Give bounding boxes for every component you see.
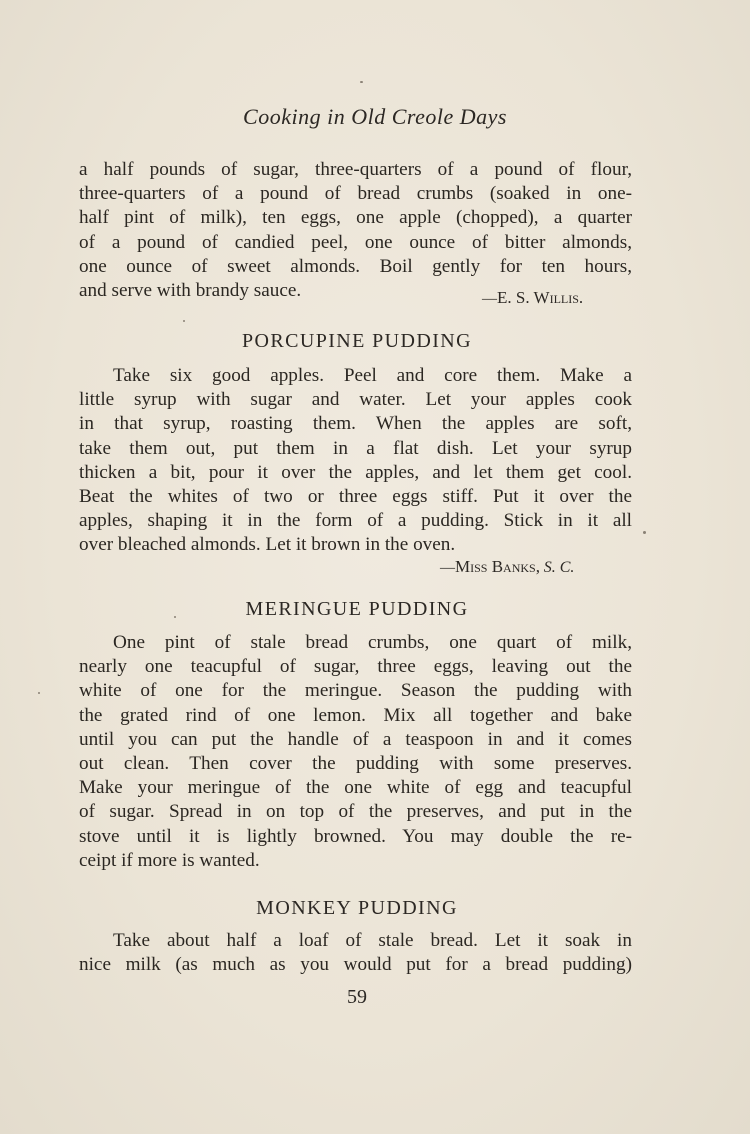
text-line: out clean. Then cover the pudding with some preserves.: [79, 753, 632, 775]
text-line: little syrup with sugar and water. Let your apples cook: [79, 389, 632, 411]
text-line: stove until it is lightly browned. You may double the re-: [79, 825, 632, 847]
text-line: take them out, put them in a flat dish. Let your syrup: [79, 437, 632, 459]
running-head: Cooking in Old Creole Days: [243, 104, 507, 129]
monkey-recipe-text: [79, 929, 632, 977]
text-line: of a pound of candied peel, one ounce of bitter almonds,: [79, 231, 632, 253]
text-line: nice milk (as much as you would put for a bread pudding): [79, 954, 632, 976]
text-line: Take six good apples. Peel and core them. Make a: [113, 365, 632, 386]
paper-speck: [183, 320, 185, 322]
attribution-name: Miss Banks,: [455, 557, 540, 576]
attribution-dash: —: [440, 560, 455, 576]
text-line: Beat the whites of two or three eggs stiff. Put it over the: [79, 486, 632, 508]
text-line: three-quarters of a pound of bread crumbs (soaked in one-: [79, 183, 632, 205]
attribution-dash: —: [482, 291, 497, 307]
continued-recipe-text: [79, 158, 632, 303]
paper-speck: [360, 81, 363, 83]
text-line: until you can put the handle of a teaspoon in and it comes: [79, 728, 632, 750]
page-number: 59: [347, 986, 367, 1008]
text-line: One pint of stale bread crumbs, one quart of milk,: [113, 632, 632, 653]
text-line: white of one for the meringue. Season the pudding with: [79, 680, 632, 702]
attribution-banks: [440, 557, 574, 577]
text-line: Take about half a loaf of stale bread. Let it soak in: [113, 930, 632, 951]
attribution-willis: [482, 288, 583, 308]
text-line: and serve with brandy sauce.: [79, 280, 302, 302]
text-line: of sugar. Spread in on top of the preserves, and put in the: [79, 801, 632, 823]
recipe-title-meringue: MERINGUE PUDDING: [245, 598, 469, 620]
recipe-title-porcupine: PORCUPINE PUDDING: [242, 330, 472, 352]
meringue-recipe-text: [79, 631, 632, 873]
paper-speck: [38, 692, 40, 694]
attribution-place: S. C.: [543, 559, 575, 576]
text-line: over bleached almonds. Let it brown in the oven.: [79, 534, 456, 556]
paper-speck: [643, 531, 646, 534]
porcupine-recipe-text: [79, 364, 632, 558]
text-line: a half pounds of sugar, three-quarters of a pound of flour,: [79, 159, 632, 180]
text-line: in that syrup, roasting them. When the apples are soft,: [79, 413, 632, 435]
text-line: nearly one teacupful of sugar, three eggs, leaving out the: [79, 656, 632, 678]
text-line: the grated rind of one lemon. Mix all together and bake: [79, 704, 632, 726]
text-line: ceipt if more is wanted.: [79, 849, 260, 871]
text-line: thicken a bit, pour it over the apples, and let them get cool.: [79, 461, 632, 483]
text-line: Make your meringue of the one white of egg and teacupful: [79, 777, 632, 799]
recipe-title-monkey: MONKEY PUDDING: [256, 897, 458, 919]
attribution-name: E. S. Willis.: [497, 288, 584, 307]
text-line: apples, shaping it in the form of a pudding. Stick in it all: [79, 510, 632, 532]
text-line: one ounce of sweet almonds. Boil gently for ten hours,: [79, 255, 632, 277]
text-line: half pint of milk), ten eggs, one apple (chopped), a quarter: [79, 207, 632, 229]
